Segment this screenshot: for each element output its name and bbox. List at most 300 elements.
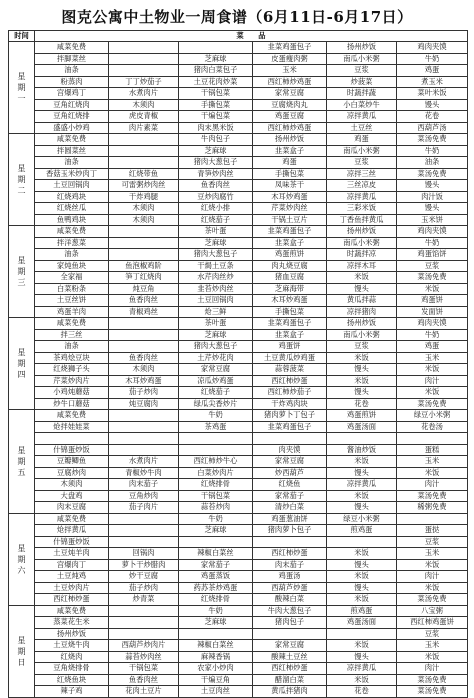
table-row xyxy=(9,237,468,249)
table-row xyxy=(9,88,468,100)
dish-cell: 拌三丝 xyxy=(35,329,109,341)
dish-cell: 绿豆小米粥 xyxy=(397,410,468,422)
dish-cell xyxy=(179,444,253,456)
dish-cell: 油条 xyxy=(35,341,109,353)
day-label xyxy=(9,605,35,697)
dish-cell: 干炸鸡腿 xyxy=(109,191,179,203)
dish-cell: 醋溜白菜 xyxy=(253,674,327,686)
dish-cell xyxy=(179,536,253,548)
dish-cell: 什锦蛋炒饭 xyxy=(35,536,109,548)
dish-cell: 花肉土豆片 xyxy=(109,686,179,698)
dish-cell: 玉米 xyxy=(397,548,468,560)
dish-cell: 炒西葫芦 xyxy=(253,467,327,479)
table-row xyxy=(9,272,468,284)
dish-cell: 韭菜盒子 xyxy=(253,145,327,157)
dish-cell: 豆角炒肉 xyxy=(109,490,179,502)
dish-cell: 鸡蛋汤面 xyxy=(327,421,397,433)
table-row xyxy=(9,214,468,226)
dish-cell: 红烧肉 xyxy=(35,651,109,663)
table-header-row xyxy=(9,31,468,42)
dish-cell: 米饭 xyxy=(327,490,397,502)
dish-cell: 八宝粥 xyxy=(397,605,468,617)
dish-cell: 干锅包菜 xyxy=(179,88,253,100)
dish-cell xyxy=(327,433,397,445)
dish-cell: 红烧带鱼 xyxy=(109,168,179,180)
dish-cell: 米饭 xyxy=(397,467,468,479)
day-label-char: 日 xyxy=(17,657,26,667)
dish-cell: 茶鸡烩豆块 xyxy=(35,352,109,364)
dish-cell: 辣椒白菜丝 xyxy=(179,548,253,560)
dish-cell: 土豆炖鸡 xyxy=(35,571,109,583)
dish-cell: 西红柿炒蛋 xyxy=(253,548,327,560)
dish-cell: 干锅包菜 xyxy=(109,663,179,675)
day-label-char: 五 xyxy=(17,467,26,477)
table-row xyxy=(9,663,468,675)
dish-cell: 芝麻球 xyxy=(179,53,253,65)
dish-cell: 南瓜小米粥 xyxy=(327,145,397,157)
dish-cell: 菜汤免费 xyxy=(397,134,468,146)
dish-cell: 牛肉包子 xyxy=(179,134,253,146)
dish-cell: 咸菜免费 xyxy=(35,226,109,238)
dish-cell: 凉拌猪肉 xyxy=(327,306,397,318)
dish-cell: 馒头 xyxy=(327,467,397,479)
dish-cell: 土豆丝 xyxy=(327,122,397,134)
dish-cell xyxy=(109,42,179,54)
dish-cell: 土豆炒肉片 xyxy=(35,582,109,594)
dish-cell xyxy=(109,53,179,65)
dish-cell: 豆浆 xyxy=(397,260,468,272)
table-row xyxy=(9,226,468,238)
dish-cell: 鸡蛋 xyxy=(397,341,468,353)
dish-cell: 鱼香肉丝 xyxy=(109,674,179,686)
dish-cell: 西红柿炒蛋 xyxy=(253,375,327,387)
dish-cell: 南瓜小米粥 xyxy=(327,329,397,341)
dish-cell: 炒牛口蘑菇 xyxy=(35,398,109,410)
dish-cell: 豆角红烧肉 xyxy=(35,99,109,111)
dish-cell: 家常豆腐 xyxy=(253,456,327,468)
dish-cell: 馒头 xyxy=(397,99,468,111)
dish-cell: 丁香鱼拌黄瓜 xyxy=(327,214,397,226)
dish-cell: 时蔬拌蔬 xyxy=(327,88,397,100)
dish-cell: 家常豆腐 xyxy=(253,88,327,100)
dish-cell: 芝麻球 xyxy=(179,617,253,629)
dish-cell: 花卷 xyxy=(327,686,397,698)
dish-cell: 猪肉大葱包子 xyxy=(179,341,253,353)
dish-cell xyxy=(327,628,397,640)
day-label-char: 期 xyxy=(17,175,26,184)
dish-cell xyxy=(109,433,179,445)
dish-cell: 豆腐烧肉丸 xyxy=(253,99,327,111)
dish-cell: 豆浆 xyxy=(327,341,397,353)
dish-cell: 家常茄子 xyxy=(179,559,253,571)
day-label-char: 期 xyxy=(17,359,26,368)
table-row xyxy=(9,295,468,307)
table-row xyxy=(9,352,468,364)
day-label-char: 星 xyxy=(17,635,26,645)
dish-cell: 牛肉大葱包子 xyxy=(253,605,327,617)
dish-cell: 土豆回锅肉 xyxy=(35,180,109,192)
dish-cell: 韭菜鸡蛋包子 xyxy=(253,421,327,433)
dish-cell: 米饭 xyxy=(397,364,468,376)
dish-cell: 肉夹馍 xyxy=(253,444,327,456)
dish-cell: 凤味茶干 xyxy=(253,180,327,192)
day-label-char: 星 xyxy=(17,445,26,455)
dish-cell: 稀粥免费 xyxy=(397,502,468,514)
dish-cell: 小鸡炖蘑菇 xyxy=(35,387,109,399)
table-row xyxy=(9,456,468,468)
dish-cell: 回锅肉 xyxy=(109,548,179,560)
dish-cell: 油条 xyxy=(35,249,109,261)
table-row xyxy=(9,191,468,203)
dish-cell xyxy=(253,536,327,548)
dish-cell: 红烧小排 xyxy=(179,203,253,215)
table-row xyxy=(9,502,468,514)
dish-cell: 干煸包菜 xyxy=(179,111,253,123)
dish-cell: 米饭 xyxy=(397,283,468,295)
dish-cell: 鸡蛋煎饼 xyxy=(327,410,397,422)
dish-cell: 豆腐炒肉 xyxy=(35,467,109,479)
dish-cell: 菜汤免费 xyxy=(397,490,468,502)
dish-cell: 豆角烧排骨 xyxy=(35,663,109,675)
table-row xyxy=(9,594,468,606)
dish-cell: 宫爆肉丁 xyxy=(35,559,109,571)
dish-cell: 木须肉 xyxy=(109,99,179,111)
table-row xyxy=(9,582,468,594)
dish-cell: 肉丸烧豆腐 xyxy=(253,260,327,272)
dish-cell: 蛋挞 xyxy=(397,525,468,537)
table-row xyxy=(9,490,468,502)
dish-cell: 干炸鸡肉块 xyxy=(253,398,327,410)
dish-cell: 馒头 xyxy=(327,559,397,571)
dish-cell: 玉米 xyxy=(397,352,468,364)
table-row xyxy=(9,157,468,169)
dish-cell: 南瓜小米粥 xyxy=(327,53,397,65)
dish-cell: 牛奶 xyxy=(397,329,468,341)
table-row xyxy=(9,318,468,330)
table-row xyxy=(9,65,468,77)
dish-cell: 豆角红烧排 xyxy=(35,111,109,123)
dish-cell: 米饭 xyxy=(327,640,397,652)
dish-cell: 肉末茄子 xyxy=(253,559,327,571)
dish-cell: 茶叶蛋 xyxy=(179,226,253,238)
table-row xyxy=(9,571,468,583)
dish-cell: 米饭 xyxy=(327,272,397,284)
dish-cell: 菜汤免费 xyxy=(397,674,468,686)
dish-cell xyxy=(179,42,253,54)
dish-cell: 油条 xyxy=(35,65,109,77)
dish-cell: 豆浆 xyxy=(327,65,397,77)
dish-cell: 红烧鱼 xyxy=(253,479,327,491)
day-label xyxy=(9,226,35,318)
dish-cell: 花卷 xyxy=(327,398,397,410)
dish-cell: 盛盛小炒鸡 xyxy=(35,122,109,134)
table-row xyxy=(9,479,468,491)
dish-cell: 麻辣香锅 xyxy=(179,651,253,663)
dish-cell: 手撕包菜 xyxy=(179,99,253,111)
dish-cell xyxy=(109,249,179,261)
dish-cell: 手撕包菜 xyxy=(253,168,327,180)
dish-cell: 芝麻球 xyxy=(179,237,253,249)
table-row xyxy=(9,203,468,215)
dish-cell: 炝拌黄瓜 xyxy=(35,525,109,537)
dish-cell: 馒头 xyxy=(327,283,397,295)
dish-cell: 西红柿炒蛋 xyxy=(253,663,327,675)
dish-cell: 米饭 xyxy=(327,594,397,606)
dish-cell xyxy=(109,318,179,330)
table-row xyxy=(9,145,468,157)
dish-cell: 炖豆角 xyxy=(109,283,179,295)
dish-cell: 凉拌黄瓜 xyxy=(327,111,397,123)
dish-cell: 鸡蛋羊肉 xyxy=(35,306,109,318)
dish-cell: 鱼香肉丝 xyxy=(109,352,179,364)
table-row xyxy=(9,410,468,422)
table-row xyxy=(9,628,468,640)
dish-cell: 菜汤免费 xyxy=(397,168,468,180)
table-row xyxy=(9,283,468,295)
day-label-char: 星 xyxy=(17,348,26,357)
dish-cell: 药苏茶炒鸡蛋 xyxy=(179,582,253,594)
dish-cell: 茶鸡蛋 xyxy=(179,421,253,433)
dish-cell: 煮玉米 xyxy=(397,76,468,88)
dish-cell: 韭菜盒子 xyxy=(253,329,327,341)
dish-cell: 牛奶 xyxy=(179,513,253,525)
dish-cell: 香菇玉米炒肉丁 xyxy=(35,168,109,180)
dish-cell: 猪肉萝卜包子 xyxy=(253,525,327,537)
dish-cell: 家常豆腐 xyxy=(179,364,253,376)
dish-cell: 鸡肉夹馍 xyxy=(397,226,468,238)
day-label xyxy=(9,318,35,410)
dish-cell: 什锦蛋炒饭 xyxy=(35,444,109,456)
table-row xyxy=(9,444,468,456)
dish-cell: 咸菜免费 xyxy=(35,318,109,330)
dish-cell: 红烧丝瓜 xyxy=(35,203,109,215)
dish-cell: 水煮肉片 xyxy=(109,456,179,468)
dish-cell: 鱼鸭鸡块 xyxy=(35,214,109,226)
dish-cell: 肉汁 xyxy=(397,663,468,675)
dish-cell: 红烧狮子头 xyxy=(35,364,109,376)
dish-cell: 牛奶 xyxy=(397,237,468,249)
dish-cell: 鱼香肉丝 xyxy=(179,180,253,192)
day-label xyxy=(9,410,35,514)
dish-cell: 土芹炒花肉 xyxy=(179,352,253,364)
table-row xyxy=(9,53,468,65)
dish-cell: 肉片素菜 xyxy=(109,122,179,134)
dish-cell: 红烧鸡块 xyxy=(35,191,109,203)
dish-cell xyxy=(397,513,468,525)
dish-cell: 鸡蛋饼 xyxy=(253,341,327,353)
dish-cell: 干焗土豆条 xyxy=(179,260,253,272)
dish-cell: 玉米 xyxy=(397,640,468,652)
dish-cell: 西葫芦炒肉片 xyxy=(109,640,179,652)
dish-cell: 芝麻球 xyxy=(179,525,253,537)
dish-cell: 米饭 xyxy=(327,548,397,560)
dish-cell: 鸡肉夹馍 xyxy=(397,42,468,54)
dish-cell: 肉汁 xyxy=(397,479,468,491)
dish-cell: 韭菜鸡蛋包子 xyxy=(253,226,327,238)
page-title: 图克公寓中土物业一周食谱（6月11日-6月17日） xyxy=(61,8,413,26)
dish-cell: 猪肉大葱包子 xyxy=(179,157,253,169)
dish-cell: 木须肉 xyxy=(109,203,179,215)
dish-cell: 萝卜干炒腊肉 xyxy=(109,559,179,571)
dish-cell: 炒干豆腐 xyxy=(109,571,179,583)
dish-cell: 米饭 xyxy=(397,582,468,594)
dish-cell xyxy=(109,536,179,548)
table-row xyxy=(9,249,468,261)
dish-cell: 红烧茄子 xyxy=(179,387,253,399)
dish-cell: 芝麻球 xyxy=(179,145,253,157)
dish-cell: 猪肉萝卜丁包子 xyxy=(253,410,327,422)
dish-cell: 西红柿鸡蛋饼 xyxy=(397,617,468,629)
dish-cell: 咸菜免费 xyxy=(35,134,109,146)
dish-cell: 咸菜免费 xyxy=(35,513,109,525)
dish-cell: 芝麻海带 xyxy=(253,283,327,295)
dish-cell: 鸡蛋 xyxy=(327,134,397,146)
day-label xyxy=(9,513,35,605)
dish-cell: 虎皮青椒 xyxy=(109,111,179,123)
dish-cell: 咸菜免费 xyxy=(35,605,109,617)
dish-cell: 绿豆小米粥 xyxy=(327,513,397,525)
dish-cell: 白菜炒肉片 xyxy=(179,467,253,479)
dish-cell: 土豆炖羊肉 xyxy=(35,548,109,560)
dish-cell: 肉汁饭 xyxy=(397,191,468,203)
dish-cell xyxy=(109,237,179,249)
dish-cell: 拌圆菜丝 xyxy=(35,145,109,157)
dish-cell: 鸡蛋 xyxy=(253,157,327,169)
dish-cell: 西红柿炒蛋 xyxy=(35,594,109,606)
dish-cell: 芹菜炒肉片 xyxy=(35,375,109,387)
dish-cell: 菜汤免费 xyxy=(397,272,468,284)
dish-cell: 白菜粉条 xyxy=(35,283,109,295)
table-row xyxy=(9,651,468,663)
dish-cell: 干煸豆角 xyxy=(179,674,253,686)
dish-cell: 西葫芦汤 xyxy=(397,122,468,134)
dish-cell: 西红柿炒牛心 xyxy=(179,456,253,468)
dish-cell: 蒸菜花生米 xyxy=(35,617,109,629)
dish-cell: 炒青菜 xyxy=(109,594,179,606)
table-row xyxy=(9,640,468,652)
dish-cell: 三彩米饭 xyxy=(327,203,397,215)
table-row xyxy=(9,513,468,525)
dish-cell: 凉拌木耳 xyxy=(327,260,397,272)
dish-cell: 土豆回锅肉 xyxy=(179,295,253,307)
dish-cell: 拌脚菜丝 xyxy=(35,53,109,65)
dish-cell: 辣子鸡 xyxy=(35,686,109,698)
dish-cell: 小白菜炒牛 xyxy=(327,99,397,111)
header-time: 时间 xyxy=(9,31,35,42)
dish-cell: 鸡蛋汤 xyxy=(253,571,327,583)
dish-cell: 酸辣白菜 xyxy=(253,594,327,606)
dish-cell: 牛奶 xyxy=(397,145,468,157)
dish-cell: 大盘鸡 xyxy=(35,490,109,502)
dish-cell: 宫爆鸡丁 xyxy=(35,88,109,100)
dish-cell: 土豆黄瓜炒鸡蛋 xyxy=(253,352,327,364)
dish-cell: 茄子炒肉 xyxy=(109,582,179,594)
dish-cell xyxy=(253,628,327,640)
dish-cell: 蒜苔炒肉 xyxy=(179,502,253,514)
dish-cell: 家常豆腐 xyxy=(253,640,327,652)
dish-cell: 鸡肉夹馍 xyxy=(397,318,468,330)
dish-cell: 凉拌三丝 xyxy=(327,168,397,180)
dish-cell: 馒头 xyxy=(327,387,397,399)
dish-cell: 肉末黑米饭 xyxy=(179,122,253,134)
table-row xyxy=(9,525,468,537)
menu-table-body xyxy=(9,31,468,698)
dish-cell: 鸡蛋饼 xyxy=(397,295,468,307)
dish-cell: 扬州炒饭 xyxy=(35,628,109,640)
dish-cell: 米饭 xyxy=(397,387,468,399)
dish-cell: 米饭 xyxy=(397,559,468,571)
table-row xyxy=(9,375,468,387)
dish-cell: 手撕包菜 xyxy=(253,306,327,318)
dish-cell: 红烧茄子 xyxy=(179,214,253,226)
dish-cell: 木须肉 xyxy=(35,479,109,491)
dish-cell: 西红柿炒鸡蛋 xyxy=(253,76,327,88)
dish-cell: 家常茄子 xyxy=(253,490,327,502)
day-label-char: 四 xyxy=(17,370,26,379)
dish-cell: 猪血豆腐 xyxy=(253,272,327,284)
dish-cell xyxy=(109,134,179,146)
table-row xyxy=(9,341,468,353)
table-row xyxy=(9,387,468,399)
dish-cell: 豆瓣鲫鱼 xyxy=(35,456,109,468)
dish-cell: 豆浆 xyxy=(327,157,397,169)
table-row xyxy=(9,617,468,629)
dish-cell: 西葫芦炒蛋 xyxy=(253,582,327,594)
dish-cell: 全家福 xyxy=(35,272,109,284)
dish-cell: 扬州炒饭 xyxy=(327,226,397,238)
dish-cell: 肉末豆腐 xyxy=(35,502,109,514)
dish-cell xyxy=(109,145,179,157)
dish-cell: 牛奶 xyxy=(179,605,253,617)
dish-cell: 水芹肉丝炒 xyxy=(179,272,253,284)
dish-cell: 韭菜盒子 xyxy=(253,237,327,249)
dish-cell: 木耳炒鸡蛋 xyxy=(253,295,327,307)
dish-cell: 青椒炒牛肉 xyxy=(109,467,179,479)
dish-cell: 鸡蛋葱油饼 xyxy=(253,513,327,525)
dish-cell: 油条 xyxy=(35,157,109,169)
table-row xyxy=(9,467,468,479)
dish-cell: 鸡蛋煎饼 xyxy=(253,249,327,261)
dish-cell: 炖豆腐肉 xyxy=(109,398,179,410)
dish-cell: 菜汤免费 xyxy=(397,594,468,606)
day-label xyxy=(9,134,35,226)
dish-cell: 馒头 xyxy=(327,364,397,376)
dish-cell xyxy=(179,628,253,640)
day-label-char: 期 xyxy=(17,554,26,564)
table-row xyxy=(9,168,468,180)
table-row xyxy=(9,180,468,192)
day-label-char: 星 xyxy=(17,256,26,265)
dish-cell: 鱼香肉丝 xyxy=(109,295,179,307)
dish-cell: 芝麻球 xyxy=(179,329,253,341)
dish-cell xyxy=(109,341,179,353)
dish-cell: 鸡蛋 xyxy=(397,65,468,77)
day-label-char: 星 xyxy=(17,72,26,81)
dish-cell: 油条 xyxy=(397,157,468,169)
table-row xyxy=(9,398,468,410)
dish-cell: 馒头 xyxy=(397,203,468,215)
day-label-char: 期 xyxy=(17,646,26,656)
dish-cell: 干锅土豆片 xyxy=(253,214,327,226)
day-label-char: 六 xyxy=(17,565,26,575)
dish-cell: 馒头 xyxy=(327,582,397,594)
dish-cell: 玉米 xyxy=(253,65,327,77)
dish-cell: 木耳炒鸡蛋 xyxy=(109,375,179,387)
day-label-char: 期 xyxy=(17,456,26,466)
dish-cell: 农家小炒肉 xyxy=(179,663,253,675)
dish-cell xyxy=(109,617,179,629)
dish-cell: 茄子炒肉 xyxy=(109,387,179,399)
